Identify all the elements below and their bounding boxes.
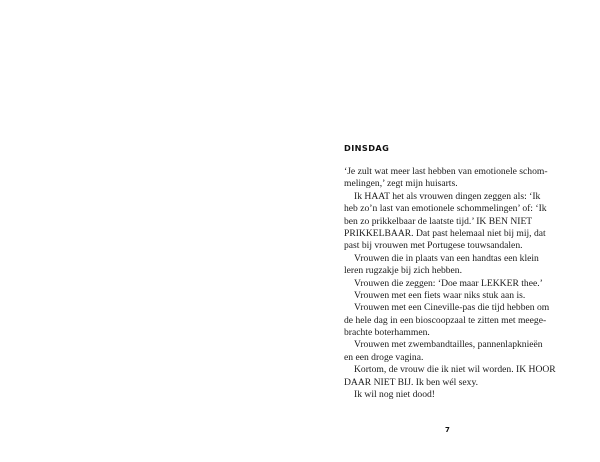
text-line: Vrouwen met een Cineville-pas die tijd hebben om [354,302,550,314]
text-line: Vrouwen die in plaats van een handtas een klein [354,252,539,264]
body-text [344,166,564,401]
text-line: Kortom, de vrouw die ik niet wil worden. IK HOOR [354,364,556,376]
text-line: Vrouwen met zwembandtailles, pannenlapknieën [354,339,543,351]
text-line: ben zo prikkelbaar de laatste tijd.’ IK BEN NIET [344,215,533,227]
text-line: leren rugzakje bij zich hebben. [344,265,463,277]
text-line: en een droge vagina. [344,351,424,363]
text-line: Vrouwen met een fiets waar niks stuk aan is. [354,289,526,301]
text-line: ‘Je zult wat meer last hebben van emotionele schom- [344,166,548,177]
text-line: past bij vrouwen met Portugese touwsandalen. [344,240,523,252]
page-number: 7 [445,426,450,434]
chapter-heading: DINSDAG [344,143,390,153]
text-line: DAAR NIET BIJ. Ik ben wél sexy. [344,376,479,388]
text-line: Ik HAAT het als vrouwen dingen zeggen als: ‘Ik [354,190,541,202]
text-line: PRIKKELBAAR. Dat past helemaal niet bij mij, dat [344,227,546,239]
text-line: melingen,’ zegt mijn huisarts. [344,178,458,190]
text-line: de hele dag in een bioscoopzaal te zitten met meege- [344,314,547,326]
text-line: Ik wil nog niet dood! [354,389,436,401]
text-line: heb zo’n last van emotionele schommelingen’ of: ‘Ik [344,203,547,215]
text-line: Vrouwen die zeggen: ‘Doe maar LEKKER thee.’ [354,277,543,289]
text-line: brachte boterhammen. [344,327,430,339]
